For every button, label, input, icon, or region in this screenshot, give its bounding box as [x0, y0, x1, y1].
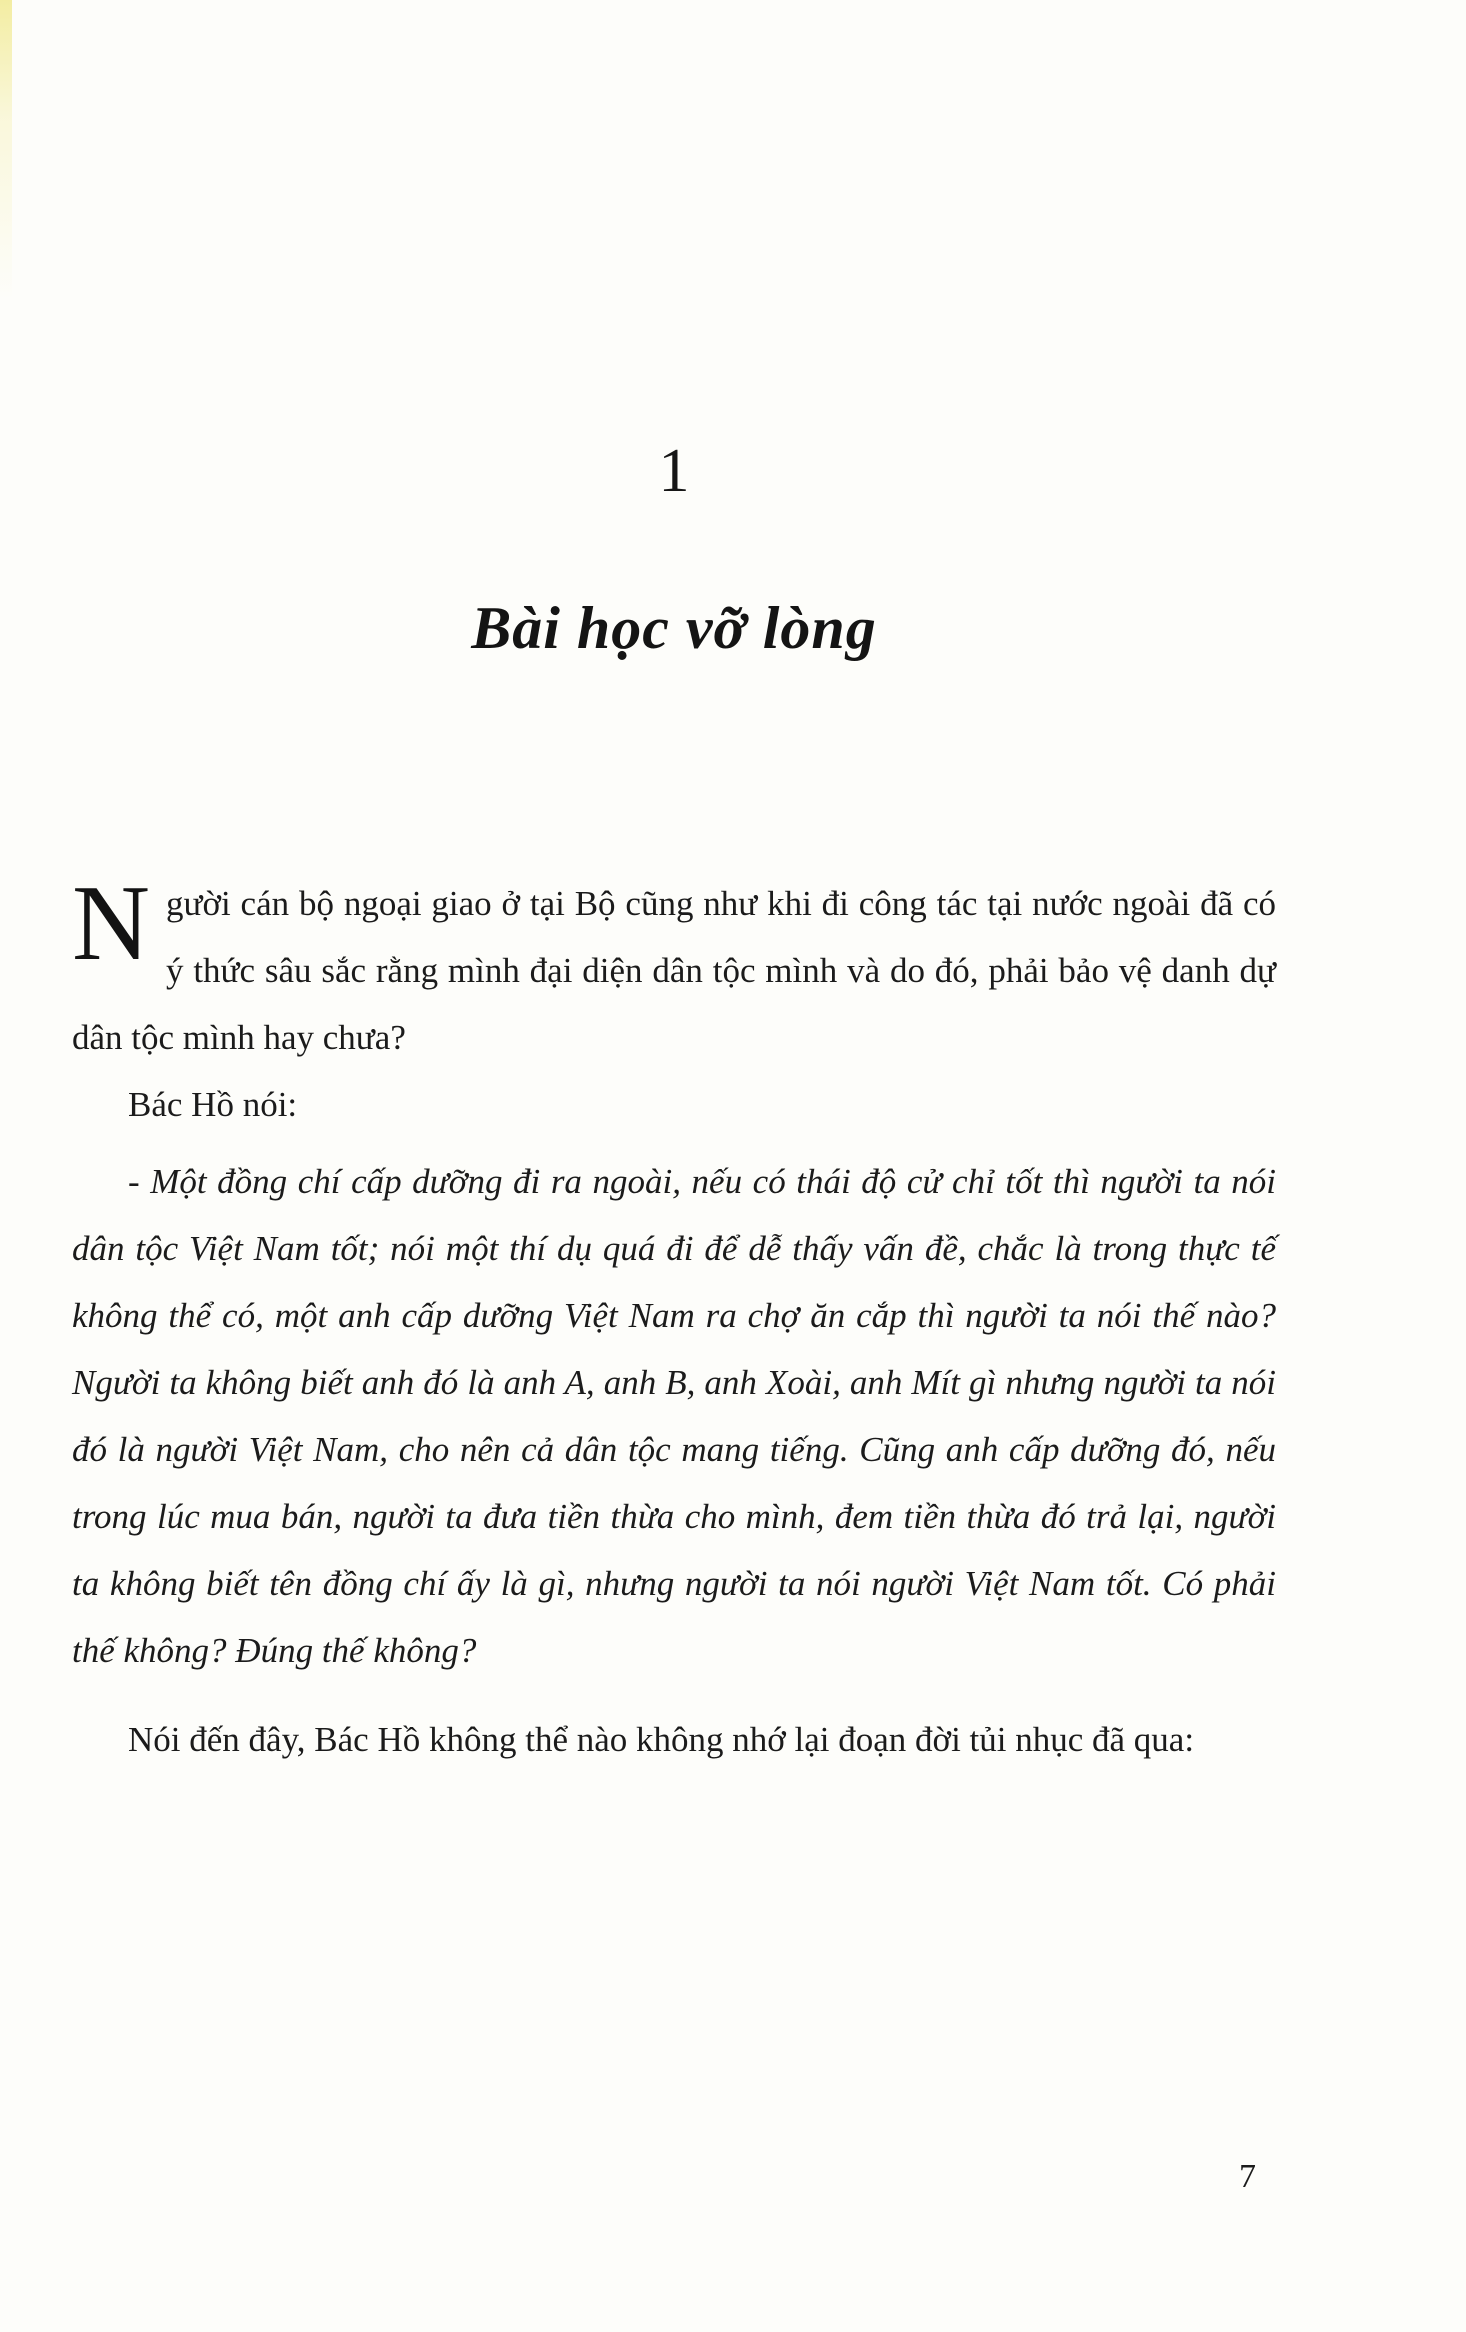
- paragraph-closing: Nói đến đây, Bác Hồ không thể nào không nhớ lại đoạn đời tủi nhục đã qua:: [128, 1720, 1195, 1759]
- paragraph-opening: [72, 864, 1276, 1071]
- paragraph-quote: - Một đồng chí cấp dưỡng đi ra ngoài, nếu có thái độ cử chỉ tốt thì người ta nói dân tộc Việt Nam tốt; nói một thí dụ quá đi để dễ thấy vấn đề, chắc là trong thực tế không thể có, một anh cấp dưỡng Việt Nam ra chợ ăn cắp thì người ta nói thế nào? Người ta không biết anh đó là anh A, anh B, anh Xoài, anh Mít gì nhưng người ta nói đó là người Việt Nam, cho nên cả dân tộc mang tiếng. Cũng anh cấp dưỡng đó, nếu trong lúc mua bán, người ta đưa tiền thừa cho mình, đem tiền thừa đó trả lại, người ta không biết tên đồng chí ấy là gì, nhưng người ta nói người Việt Nam tốt. Có phải thế không? Đúng thế không?: [72, 1162, 1276, 1670]
- body-text: [72, 864, 1276, 1773]
- scan-artifact: [0, 0, 12, 300]
- page-number: 7: [1239, 2158, 1256, 2195]
- paragraph-bac-ho-noi: Bác Hồ nói:: [128, 1085, 298, 1124]
- text-column: [72, 0, 1276, 1773]
- chapter-number: 1: [658, 437, 690, 505]
- paragraph-opening-text: gười cán bộ ngoại giao ở tại Bộ cũng như khi đi công tác tại nước ngoài đã có ý thức sâu sắc rằng mình đại diện dân tộc mình và do đó, phải bảo vệ danh dự dân tộc mình hay chưa?: [72, 884, 1276, 1057]
- chapter-title: Bài học vỡ lòng: [471, 595, 877, 661]
- dropcap-letter: N: [72, 864, 150, 983]
